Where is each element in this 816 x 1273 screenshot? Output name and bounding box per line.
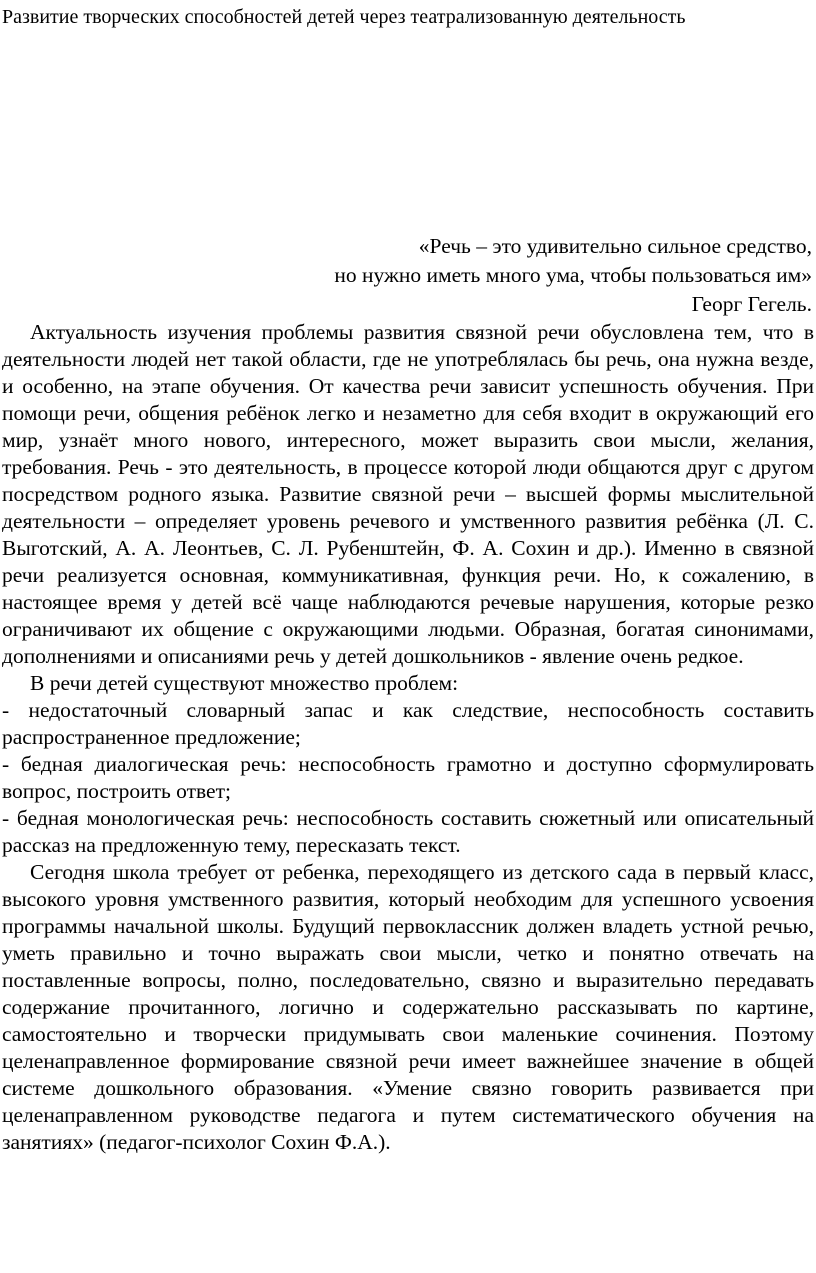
paragraph-relevance: Актуальность изучения проблемы развития связной речи обусловлена тем, что в деятельности людей нет такой области, где не употреблялась бы речь, она нужна везде, и особенно, на этапе обучения. От качества речи зависит успешность обучения. При помощи речи, общения ребёнок легко и незаметно для себя входит в окружающий его мир, узнаёт много нового, интересного, может выразить свои мысли, желания, требования. Речь - это деятельность, в процессе которой люди общаются друг с другом посредством родного языка. Развитие связной речи – высшей формы мыслительной деятельности – определяет уровень речевого и умственного развития ребёнка (Л. С. Выготский, А. А. Леонтьев, С. Л. Рубенштейн, Ф. А. Сохин и др.). Именно в связной речи реализуется основная, коммуникативная, функция речи. Но, к сожалению, в настоящее время у детей всё чаще наблюдаются речевые нарушения, которые резко ограничивают их общение с окружающими людьми. Образная, богатая синонимами, дополнениями и описаниями речь у детей дошкольников - явление очень редкое. bbox=[2, 320, 814, 668]
epigraph bbox=[334, 232, 812, 319]
list-item: - бедная диалогическая речь: неспособность грамотно и доступно сформулировать вопрос, построить ответ; bbox=[2, 752, 814, 803]
document-body bbox=[2, 319, 814, 1156]
paragraph-school-requirements: Сегодня школа требует от ребенка, переходящего из детского сада в первый класс, высокого уровня умственного развития, который необходим для успешного усвоения программы начальной школы. Будущий первоклассник должен владеть устной речью, уметь правильно и точно выражать свои мысли, четко и понятно отвечать на поставленные вопросы, полно, последовательно, связно и выразительно передавать содержание прочитанного, логично и содержательно рассказывать по картине, самостоятельно и творчески придумывать свои маленькие сочинения. Поэтому целенаправленное формирование связной речи имеет важнейшее значение в общей системе дошкольного образования. «Умение связно говорить развивается при целенаправленном руководстве педагога и путем систематического обучения на занятиях» (педагог-психолог Сохин Ф.А.). bbox=[2, 860, 814, 1154]
epigraph-author: Георг Гегель. bbox=[691, 292, 812, 316]
paragraph-problems-intro: В речи детей существуют множество проблем: bbox=[30, 671, 459, 695]
list-item: - бедная монологическая речь: неспособность составить сюжетный или описательный рассказ на предложенную тему, пересказать текст. bbox=[2, 806, 814, 857]
list-item: - недостаточный словарный запас и как следствие, неспособность составить распространенное предложение; bbox=[2, 698, 814, 749]
epigraph-line-2: но нужно иметь много ума, чтобы пользоваться им» bbox=[334, 263, 812, 287]
document-title: Развитие творческих способностей детей через театрализованную деятельность bbox=[2, 6, 686, 28]
epigraph-line-1: «Речь – это удивительно сильное средство, bbox=[418, 234, 812, 258]
